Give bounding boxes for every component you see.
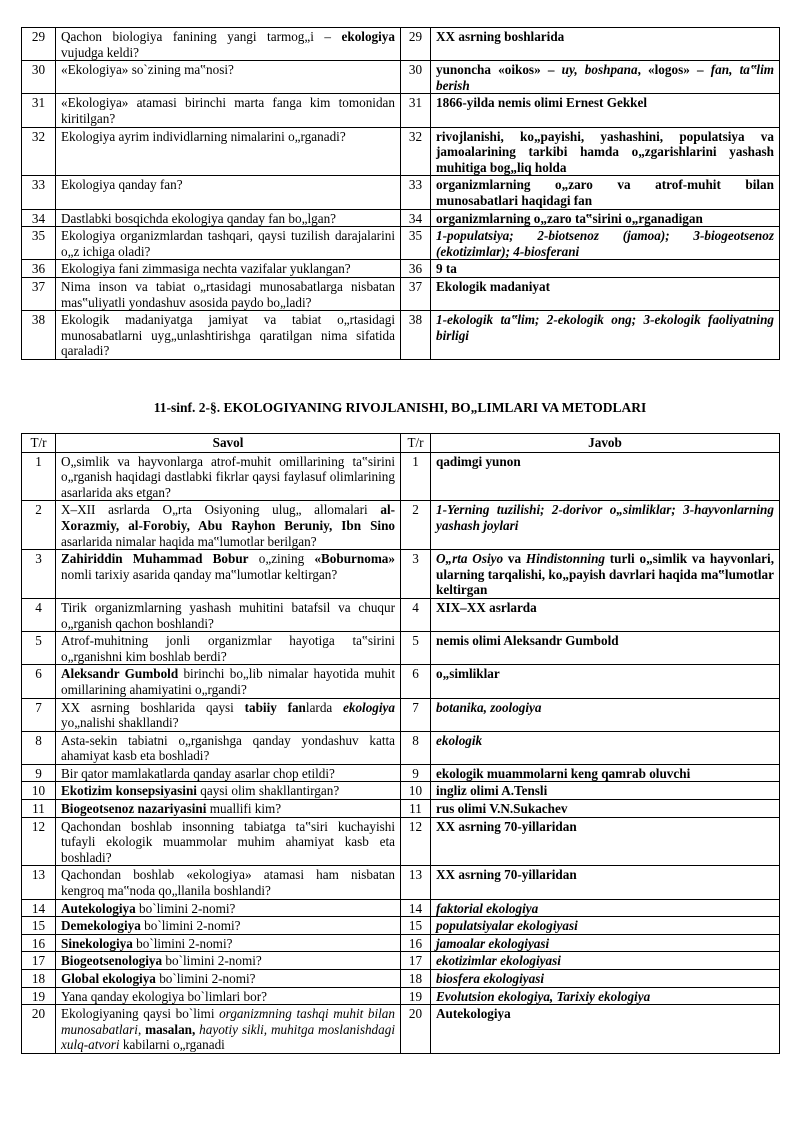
question-number: 31 <box>22 94 56 127</box>
answer-number: 16 <box>401 934 431 952</box>
text-run: organizmning tashqi muhit bilan munosabatlari <box>61 1006 395 1037</box>
text-run: tabiiy fan <box>244 699 306 715</box>
answer-number: 34 <box>401 209 431 227</box>
text-run: o„zining <box>248 551 315 567</box>
text-run: o„simliklar <box>436 666 500 682</box>
answer-number: 12 <box>401 817 431 866</box>
question-number: 32 <box>22 127 56 176</box>
question-number: 29 <box>22 28 56 61</box>
question-text <box>56 598 401 631</box>
question-number: 12 <box>22 817 56 866</box>
answer-text <box>431 782 780 800</box>
question-text <box>56 501 401 550</box>
answer-number: 37 <box>401 277 431 310</box>
text-run: birinchi bo„lib nimalar hayotida muhit omillarining ahamiyatini o„rgandi? <box>61 666 395 697</box>
text-run: Qachondan boshlab «ekologiya» atamasi ham nisbatan kengroq ma‟noda qo„llanila boshlandi? <box>61 867 395 899</box>
table-row <box>22 227 780 260</box>
text-run: Ekologiya fani zimmasiga nechta vazifalar yuklangan? <box>61 261 351 277</box>
table-row <box>22 311 780 360</box>
answer-number: 6 <box>401 665 431 698</box>
question-number: 8 <box>22 731 56 764</box>
text-run: va <box>503 551 526 567</box>
section-title: 11-sinf. 2-§. EKOLOGIYANING RIVOJLANISHI, BO„LIMLARI VA METODLARI <box>153 400 647 415</box>
text-run: faktorial ekologiya <box>436 900 539 916</box>
table-row <box>22 452 780 501</box>
text-run: asarlarida nimalar haqida ma‟lumotlar berilgan? <box>61 533 317 549</box>
answer-text <box>431 209 780 227</box>
qa-table-continued-body <box>22 28 780 360</box>
question-number: 18 <box>22 970 56 988</box>
text-run: ekologiya <box>343 699 396 715</box>
text-run: fan, ta‟lim berish <box>436 62 775 93</box>
header-num-2: T/r <box>401 434 431 453</box>
text-run: ekotizimlar ekologiyasi <box>436 953 561 969</box>
qa-table-section-2-body <box>22 452 780 1053</box>
text-run: Autekologiya <box>436 1006 511 1022</box>
question-text <box>56 176 401 209</box>
answer-number: 13 <box>401 866 431 899</box>
answer-text <box>431 277 780 310</box>
question-text <box>56 311 401 360</box>
table-row <box>22 598 780 631</box>
text-run: vujudga keldi? <box>61 44 140 60</box>
question-text <box>56 698 401 731</box>
text-run: bo`limini 2-nomi? <box>162 953 262 969</box>
answer-text <box>431 1005 780 1054</box>
text-run: «Ekologiya» atamasi birinchi marta fanga kim tomonidan kiritilgan? <box>61 95 395 126</box>
text-run: ekologik muammolarni keng qamrab oluvchi <box>436 765 691 781</box>
table-row <box>22 987 780 1005</box>
text-run: bo`limini 2-nomi? <box>140 918 241 934</box>
text-run: Bir qator mamlakatlarda qanday asarlar chop etildi? <box>61 765 335 781</box>
answer-number: 8 <box>401 731 431 764</box>
text-run: Dastlabki bosqichda ekologiya qanday fan bo„lgan? <box>61 210 337 226</box>
text-run: ekologiya <box>341 29 395 44</box>
question-text <box>56 227 401 260</box>
question-text <box>56 866 401 899</box>
answer-number: 5 <box>401 632 431 665</box>
text-run: XX asrning boshlarida <box>436 29 565 44</box>
text-run: , «logos» – <box>637 62 711 78</box>
answer-text <box>431 987 780 1005</box>
question-number: 35 <box>22 227 56 260</box>
table-row <box>22 61 780 94</box>
answer-text <box>431 970 780 988</box>
text-run: 1866-yilda nemis olimi Ernest Gekkel <box>436 95 647 111</box>
text-run: Global ekologiya <box>61 971 156 986</box>
text-run: masalan, <box>145 1021 196 1037</box>
answer-text <box>431 800 780 818</box>
text-run: O„rta Osiyo <box>436 551 504 567</box>
question-text <box>56 800 401 818</box>
question-number: 13 <box>22 866 56 899</box>
answer-text <box>431 260 780 278</box>
answer-text <box>431 698 780 731</box>
answer-text <box>431 311 780 360</box>
question-text <box>56 899 401 917</box>
text-run: rus olimi V.N.Sukachev <box>436 801 568 817</box>
table-row <box>22 209 780 227</box>
question-number: 2 <box>22 501 56 550</box>
table-row <box>22 94 780 127</box>
question-text <box>56 764 401 782</box>
text-run: XX asrning 70-yillaridan <box>436 818 577 834</box>
answer-number: 11 <box>401 800 431 818</box>
question-number: 34 <box>22 209 56 227</box>
text-run: Qachondan boshlab insonning tabiatga ta‟siri kuchayishi tufayli ekologik muammolar muhim ahamiyat kasb eta boshladi? <box>61 818 395 865</box>
question-text <box>56 209 401 227</box>
answer-text <box>431 665 780 698</box>
text-run: X–XII asrlarda O„rta Osiyoning ulug„ allomalari <box>61 502 381 518</box>
question-text <box>56 952 401 970</box>
answer-text <box>431 952 780 970</box>
text-run: Ekologik madaniyatga jamiyat va tabiat o„rtasidagi munosabatlarni uyg„unlashtirishga qaratilgan nima sifatida qaraladi? <box>61 312 395 359</box>
text-run: ekologik <box>436 732 483 748</box>
answer-text <box>431 550 780 599</box>
answer-number: 38 <box>401 311 431 360</box>
table-row <box>22 952 780 970</box>
text-run: Yana qanday ekologiya bo`limlari bor? <box>61 988 267 1004</box>
text-run: O„simlik va hayvonlarga atrof-muhit omillarining ta‟sirini o„rganish haqidagi dastlabki fikrlar qaysi faylasuf olimlarining asarlarida aks etgan? <box>61 453 395 500</box>
table-header-row <box>22 434 780 453</box>
text-run: qadimgi yunon <box>436 453 521 469</box>
qa-table-section-2 <box>21 433 780 1054</box>
table-row <box>22 934 780 952</box>
answer-text <box>431 501 780 550</box>
answer-number: 4 <box>401 598 431 631</box>
text-run: qaysi olim shakllantirgan? <box>196 783 340 799</box>
answer-text <box>431 94 780 127</box>
answer-number: 36 <box>401 260 431 278</box>
text-run: Atrof-muhitning jonli organizmlar hayotiga ta‟sirini o„rganishni kim boshlab berdi? <box>61 633 395 664</box>
question-text <box>56 782 401 800</box>
answer-number: 3 <box>401 550 431 599</box>
text-run: Zahiriddin Muhammad Bobur <box>61 551 249 567</box>
answer-text <box>431 127 780 176</box>
text-run: Sinekologiya <box>61 935 133 951</box>
answer-number: 2 <box>401 501 431 550</box>
text-run: uy, boshpana <box>561 62 638 78</box>
answer-number: 18 <box>401 970 431 988</box>
question-text <box>56 28 401 61</box>
table-row <box>22 731 780 764</box>
text-run: larda <box>305 699 343 715</box>
text-run: Autekologiya <box>61 900 136 916</box>
text-run: Tirik organizmlarning yashash muhitini batafsil va chuqur o„rganish qachon boshlandi? <box>61 599 395 631</box>
question-number: 15 <box>22 917 56 935</box>
question-number: 1 <box>22 452 56 501</box>
answer-text <box>431 817 780 866</box>
question-number: 16 <box>22 934 56 952</box>
question-text <box>56 970 401 988</box>
table-row <box>22 800 780 818</box>
text-run: hayotiy sikli, muhitga moslanishdagi xulq-atvori <box>61 1021 395 1053</box>
text-run: Demekologiya <box>61 918 141 934</box>
table-row <box>22 970 780 988</box>
header-answer: Javob <box>431 434 780 453</box>
answer-text <box>431 598 780 631</box>
answer-text <box>431 866 780 899</box>
answer-number: 7 <box>401 698 431 731</box>
answer-text <box>431 731 780 764</box>
text-run: Biogeotsenologiya <box>61 953 163 969</box>
question-number: 14 <box>22 899 56 917</box>
text-run: 1-Yerning tuzilishi; 2-dorivor o„simliklar; 3-hayvonlarning yashash joylari <box>436 502 774 533</box>
text-run: ingliz olimi A.Tensli <box>436 783 548 799</box>
answer-text <box>431 632 780 665</box>
text-run: «Boburnoma» <box>314 551 395 567</box>
answer-text <box>431 28 780 61</box>
answer-number: 29 <box>401 28 431 61</box>
text-run: 9 ta <box>436 261 457 277</box>
text-run: 1-ekologik ta‟lim; 2-ekologik ong; 3-ekologik faoliyatning birligi <box>436 312 774 343</box>
table-row <box>22 501 780 550</box>
table-row <box>22 817 780 866</box>
table-row <box>22 899 780 917</box>
text-run: nomli tarixiy asarida qanday ma‟lumotlar keltirgan? <box>61 566 338 582</box>
header-question: Savol <box>56 434 401 453</box>
text-run: Aleksandr Gumbold <box>61 666 179 682</box>
table-row <box>22 782 780 800</box>
question-number: 30 <box>22 61 56 94</box>
question-text <box>56 277 401 310</box>
question-number: 3 <box>22 550 56 599</box>
question-text <box>56 731 401 764</box>
text-run: bo`limini 2-nomi? <box>132 935 233 951</box>
text-run: populatsiyalar ekologiyasi <box>436 918 578 934</box>
question-text <box>56 817 401 866</box>
text-run: XX asrning boshlarida qaysi <box>61 699 245 715</box>
table-row <box>22 550 780 599</box>
answer-text <box>431 917 780 935</box>
question-number: 9 <box>22 764 56 782</box>
text-run: Ekologik madaniyat <box>436 278 550 294</box>
question-text <box>56 1005 401 1054</box>
text-run: XIX–XX asrlarda <box>436 599 537 615</box>
text-run: bo`limini 2-nomi? <box>155 971 256 986</box>
question-text <box>56 934 401 952</box>
answer-number: 10 <box>401 782 431 800</box>
answer-text <box>431 764 780 782</box>
question-number: 4 <box>22 598 56 631</box>
text-run: nemis olimi Aleksandr Gumbold <box>436 633 619 649</box>
text-run: 1-populatsiya; 2-biotsenoz (jamoa); 3-biogeotsenoz (ekotizimlar); 4-biosferani <box>436 228 774 259</box>
text-run: jamoalar ekologiyasi <box>436 935 550 951</box>
question-text <box>56 127 401 176</box>
question-number: 20 <box>22 1005 56 1054</box>
question-number: 5 <box>22 632 56 665</box>
table-row <box>22 127 780 176</box>
answer-number: 31 <box>401 94 431 127</box>
answer-text <box>431 176 780 209</box>
question-number: 37 <box>22 277 56 310</box>
table-row <box>22 866 780 899</box>
answer-number: 35 <box>401 227 431 260</box>
answer-number: 14 <box>401 899 431 917</box>
table-row <box>22 665 780 698</box>
text-run: Hindistonning <box>525 551 605 567</box>
qa-table-continued <box>21 27 780 360</box>
text-run: Asta-sekin tabiatni o„rganishga qanday yondashuv katta ahamiyat kasb eta boshladi? <box>61 732 395 764</box>
question-number: 19 <box>22 987 56 1005</box>
question-text <box>56 917 401 935</box>
text-run: , <box>137 1021 146 1037</box>
text-run: biosfera ekologiyasi <box>436 971 545 986</box>
table-row <box>22 28 780 61</box>
question-number: 10 <box>22 782 56 800</box>
text-run: Nima inson va tabiat o„rtasidagi munosabatlarga nisbatan mas‟uliyatli yondashuv asosida paydo bo„ladi? <box>61 278 395 310</box>
text-run: Ekologiyaning qaysi bo`limi <box>61 1006 220 1022</box>
answer-text <box>431 61 780 94</box>
text-run: rivojlanishi, ko„payishi, yashashini, populatsiya va jamoalarining tarkibi hamda o„zgarishlarini yashash muhitiga bog„liq holda <box>436 128 774 175</box>
answer-number: 15 <box>401 917 431 935</box>
answer-number: 9 <box>401 764 431 782</box>
text-run: Ekologiya ayrim individlarning nimalarini o„rganadi? <box>61 128 346 144</box>
text-run: Qachon biologiya fanining yangi tarmog„i – <box>61 29 342 44</box>
table-row <box>22 632 780 665</box>
question-text <box>56 61 401 94</box>
table-row <box>22 1005 780 1054</box>
answer-number: 32 <box>401 127 431 176</box>
text-run: kabilarni o„rganadi <box>119 1037 225 1053</box>
text-run: Ekotizim konsepsiyasini <box>61 783 197 799</box>
table-row <box>22 277 780 310</box>
text-run: Evolutsion ekologiya, Tarixiy ekologiya <box>436 988 651 1004</box>
answer-number: 20 <box>401 1005 431 1054</box>
text-run: Biogeotsenoz nazariyasini <box>61 801 207 817</box>
text-run: organizmlarning o„zaro ta‟sirini o„rganadigan <box>436 210 703 226</box>
question-text <box>56 94 401 127</box>
answer-number: 17 <box>401 952 431 970</box>
text-run: Ekologiya qanday fan? <box>61 177 183 193</box>
question-number: 17 <box>22 952 56 970</box>
question-text <box>56 665 401 698</box>
question-text <box>56 550 401 599</box>
table-row <box>22 764 780 782</box>
text-run: Ekologiya organizmlardan tashqari, qaysi tuzilish darajalarini o„z ichiga oladi? <box>61 228 395 259</box>
question-number: 11 <box>22 800 56 818</box>
answer-text <box>431 227 780 260</box>
text-run: al-Xorazmiy, al-Forobiy, Abu Rayhon Beruniy, Ibn Sino <box>61 502 395 533</box>
question-number: 33 <box>22 176 56 209</box>
table-row <box>22 917 780 935</box>
answer-number: 30 <box>401 61 431 94</box>
text-run: bo`limini 2-nomi? <box>135 900 236 916</box>
text-run: «Ekologiya» so`zining ma‟nosi? <box>61 62 234 78</box>
answer-number: 33 <box>401 176 431 209</box>
answer-text <box>431 899 780 917</box>
text-run: botanika, zoologiya <box>436 699 542 715</box>
question-number: 6 <box>22 665 56 698</box>
answer-text <box>431 934 780 952</box>
table-row <box>22 176 780 209</box>
question-text <box>56 260 401 278</box>
question-number: 38 <box>22 311 56 360</box>
answer-number: 19 <box>401 987 431 1005</box>
text-run: yo„nalishi shakllandi? <box>61 715 179 731</box>
header-num: T/r <box>22 434 56 453</box>
question-text <box>56 632 401 665</box>
question-number: 7 <box>22 698 56 731</box>
table-row <box>22 260 780 278</box>
answer-text <box>431 452 780 501</box>
table-row <box>22 698 780 731</box>
question-text <box>56 452 401 501</box>
question-number: 36 <box>22 260 56 278</box>
text-run: XX asrning 70-yillaridan <box>436 867 577 883</box>
text-run: yunoncha «oikos» – <box>436 62 562 78</box>
answer-number: 1 <box>401 452 431 501</box>
text-run: organizmlarning o„zaro va atrof-muhit bilan munosabatlari haqidagi fan <box>436 177 774 208</box>
text-run: turli o„simlik va hayvonlari, ularning tarqalishi, ko„payish davrlari haqida ma‟lumotlar keltirgan <box>436 551 774 598</box>
text-run: muallifi kim? <box>206 801 282 817</box>
question-text <box>56 987 401 1005</box>
